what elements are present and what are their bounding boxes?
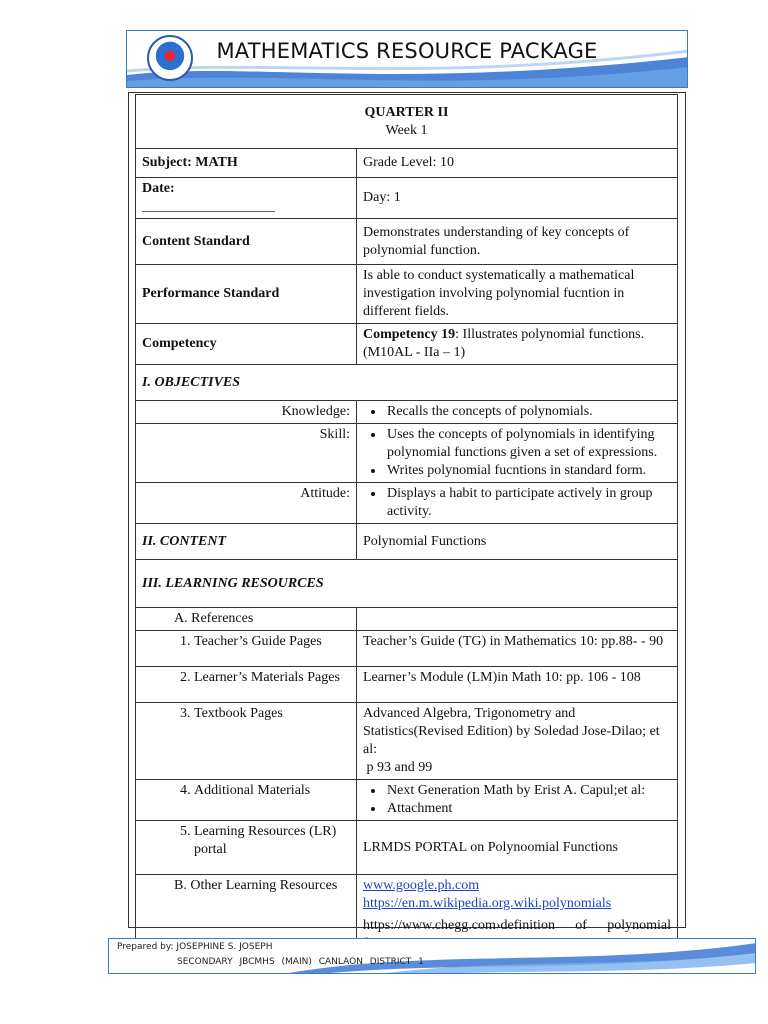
reference-row-2 <box>136 667 678 703</box>
reference-value-5: LRMDS PORTAL on Polynoomial Functions <box>357 821 678 875</box>
content-heading: II. CONTENT <box>136 524 357 560</box>
subject-cell: Subject: MATH <box>136 149 357 178</box>
performance-standard-row <box>136 265 678 324</box>
competency-row <box>136 324 678 365</box>
link-google[interactable]: www.google.ph.com <box>363 878 480 893</box>
competency-label: Competency <box>136 324 357 365</box>
skill-item-1: • Uses the concepts of polynomials in identifying polynomial functions given a set of expressions. <box>385 426 671 462</box>
references-label: A. References <box>136 608 357 631</box>
competency-code: (M10AL - IIa – 1) <box>363 345 466 360</box>
school-line: SECONDARY JBCMHS (MAIN) CANLAON DISTRICT 1 <box>177 957 424 967</box>
skill-row <box>136 424 678 483</box>
quarter-row <box>136 95 678 149</box>
subject-row <box>136 149 678 178</box>
reference-value-2: Learner’s Module (LM)in Math 10: pp. 106 - 108 <box>357 667 678 703</box>
header-banner <box>126 30 688 88</box>
objectives-heading: I. OBJECTIVES <box>136 365 678 401</box>
date-label: Date: <box>142 181 175 196</box>
reference-row-5 <box>136 821 678 875</box>
reference-row-3 <box>136 703 678 780</box>
performance-standard-label: Performance Standard <box>136 265 357 324</box>
reference-value-3: Advanced Algebra, Trigonometry and Statistics(Revised Edition) by Soledad Jose-Dilao; et al: <box>363 706 660 757</box>
reference-pages-3: p 93 and 99 <box>363 760 433 775</box>
competency-number: Competency 19 <box>363 327 456 342</box>
reference-label-3: 3. Textbook Pages <box>194 705 350 723</box>
reference-label-2: 2. Learner’s Materials Pages <box>194 669 350 687</box>
chegg-word-of: of <box>575 918 587 933</box>
references-row <box>136 608 678 631</box>
knowledge-row <box>136 401 678 424</box>
skill-label: Skill: <box>136 424 357 483</box>
objectives-heading-row <box>136 365 678 401</box>
date-blank: ___________________ <box>142 199 275 214</box>
reference-row-1 <box>136 631 678 667</box>
content-standard-row <box>136 219 678 265</box>
content-value: Polynomial Functions <box>357 524 678 560</box>
content-row <box>136 524 678 560</box>
attitude-row <box>136 483 678 524</box>
skill-item-2: • Writes polynomial fucntions in standard form. <box>385 462 671 480</box>
chegg-url: https://www.chegg.com›definition <box>363 918 555 933</box>
reference-row-4 <box>136 780 678 821</box>
prepared-by: Prepared by: JOSEPHINE S. JOSEPH <box>117 942 273 952</box>
reference-label-1: 1. Teacher’s Guide Pages <box>194 633 350 651</box>
performance-standard-value: Is able to conduct systematically a mathematical investigation involving polynomial fucntion in different fields. <box>357 265 678 324</box>
quarter-label: QUARTER II <box>364 104 449 120</box>
lesson-table <box>135 94 678 956</box>
attitude-item: • Displays a habit to participate actively in group activity. <box>385 485 671 521</box>
additional-item-1: • Next Generation Math by Erist A. Capul;et al: <box>385 782 671 800</box>
footer-banner <box>108 938 756 974</box>
additional-item-2: • Attachment <box>385 800 671 818</box>
knowledge-label: Knowledge: <box>136 401 357 424</box>
other-resources-label: B. Other Learning Resources <box>174 878 338 893</box>
competency-text: : Illustrates polynomial functions. <box>455 327 645 342</box>
grade-level-cell: Grade Level: 10 <box>357 149 678 178</box>
content-standard-label: Content Standard <box>136 219 357 265</box>
resources-heading-row <box>136 560 678 608</box>
date-row <box>136 178 678 219</box>
resources-heading: III. LEARNING RESOURCES <box>136 560 678 608</box>
page-title: MATHEMATICS RESOURCE PACKAGE <box>216 39 598 63</box>
chegg-word-polynomial: polynomial <box>607 918 671 933</box>
day-cell: Day: 1 <box>357 178 678 219</box>
reference-label-5: 5. Learning Resources (LR) portal <box>194 823 350 859</box>
link-wikipedia[interactable]: https://en.m.wikipedia.org.wiki.polynomials <box>363 896 612 911</box>
reference-label-4: 4. Additional Materials <box>194 782 350 800</box>
attitude-label: Attitude: <box>136 483 357 524</box>
content-standard-value: Demonstrates understanding of key concepts of polynomial function. <box>357 219 678 265</box>
week-label: Week 1 <box>385 122 428 138</box>
reference-value-1: Teacher’s Guide (TG) in Mathematics 10: pp.88- - 90 <box>357 631 678 667</box>
knowledge-item: • Recalls the concepts of polynomials. <box>385 403 671 421</box>
